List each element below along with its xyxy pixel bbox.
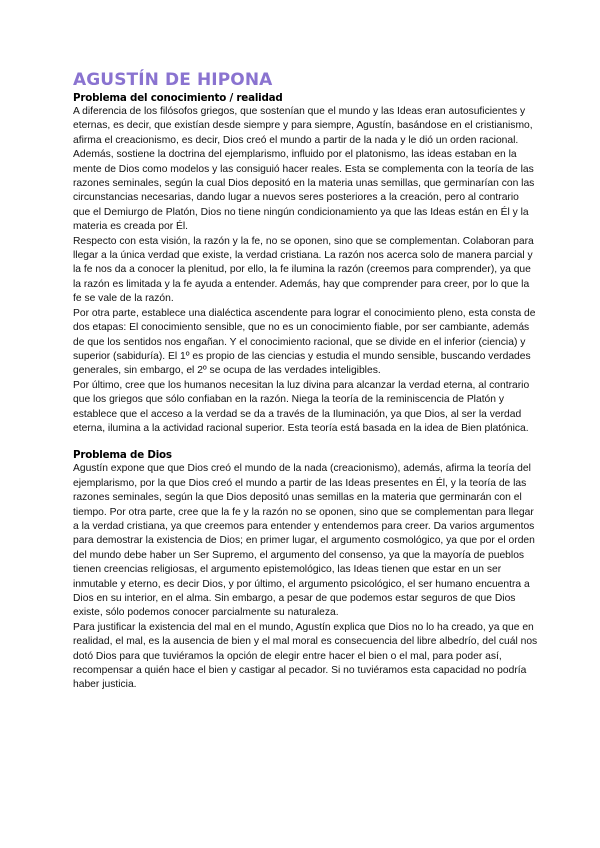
section-dios <box>73 448 538 693</box>
paragraph: A diferencia de los filósofos griegos, que sostenían que el mundo y las Ideas eran autosuficientes y eternas, es decir, que existían desde siempre y para siempre, Agustín, basándose en el cristianismo, afirma el creacionismo, es decir, Dios creó el mundo a partir de la nada y le dió un orden racional. Además, sostiene la doctrina del ejemplarismo, influido por el platonismo, las ideas estaban en la mente de Dios como modelos y las consiguió hacer reales. Esta se complementa con la teoría de las razones seminales, según la cual Dios depositó en la materia unas semillas, que germinarían con las circunstancias necesarias, dando lugar a nuevos seres posteriores a la creación, pero al contrario que el Demiurgo de Platón, Dios no tiene ningún condicionamiento ya que las Ideas están en Él y la materia es creada por Él. <box>73 106 535 233</box>
paragraph: Respecto con esta visión, la razón y la fe, no se oponen, sino que se complementan. Colaboran para llegar a la única verdad que existe, la verdad cristiana. La razón nos acerca solo de manera parcial y la fe nos da a conocer la plenitud, por ello, la fe ilumina la razón (creemos para comprender), ya que la razón es limitada y la fe ayuda a entender. Además, hay que comprender para creer, por lo que la fe se vale de la razón. <box>73 235 534 305</box>
section-heading: Problema del conocimiento / realidad <box>73 92 283 104</box>
document-title: AGUSTÍN DE HIPONA <box>73 70 273 90</box>
paragraph: Agustín expone que que Dios creó el mundo de la nada (creacionismo), además, afirma la teoría del ejemplarismo, por la que Dios creó el mundo a partir de las Ideas presentes en Él, y la teoría de las razones seminales, según la que Dios depositó unas semillas en la materia que germinarán con el tiempo. Por otra parte, cree que la fe y la razón no se oponen, sino que se complementan para llegar a la verdad cristiana, ya que creemos para entender y entendemos para creer. Da varios argumentos para demostrar la existencia de Dios; en primer lugar, el argumento cosmológico, ya que por el orden del mundo debe haber un Ser Supremo, el argumento del consenso, ya que la mayoría de pueblos tienen creencias religiosas, el argumento epistemológico, las Ideas tienen que estar en un ser inmutable y eterno, es decir Dios, y por último, el argumento psicológico, el ser humano encuentra a Dios en su interior, en el alma. Sin embargo, a pesar de que podemos estar seguros de que Dios existe, sólo podemos conocer parcialmente su naturaleza. <box>73 463 535 619</box>
paragraph: Por último, cree que los humanos necesitan la luz divina para alcanzar la verdad eterna, al contrario que los griegos que sólo confiaban en la razón. Niega la teoría de la reminiscencia de Platón y establece que el acceso a la verdad se da a través de la Iluminación, ya que Dios, al ser la verdad eterna, ilumina a la actividad racional superior. Esta teoría está basada en la idea de Bien platónica. <box>73 379 530 434</box>
paragraph: Por otra parte, establece una dialéctica ascendente para lograr el conocimiento pleno, esta consta de dos etapas: El conocimiento sensible, que no es un conocimiento fiable, por ser cambiante, además de que los sentidos nos engañan. Y el conocimiento racional, que se divide en el inferior (ciencia) y superior (sabiduría). El 1º es propio de las ciencias y estudia el mundo sensible, buscando verdades generales, sin embargo, el 2º se ocupa de las verdades inteligibles. <box>73 307 536 377</box>
section-spacer <box>73 436 538 448</box>
section-heading: Problema de Dios <box>73 449 172 462</box>
paragraph: Para justificar la existencia del mal en el mundo, Agustín explica que Dios no lo ha creado, ya que en realidad, el mal, es la ausencia de bien y el mal moral es consecuencia del libre albedrío, del cuál nos dotó Dios para que tuviéramos la opción de elegir entre hacer el bien o el mal, para poder así, recompensar a quién hace el bien y castigar al pecador. Si no tuviéramos esta capacidad no podría haber justicia. <box>73 621 538 691</box>
section-conocimiento <box>73 91 538 436</box>
